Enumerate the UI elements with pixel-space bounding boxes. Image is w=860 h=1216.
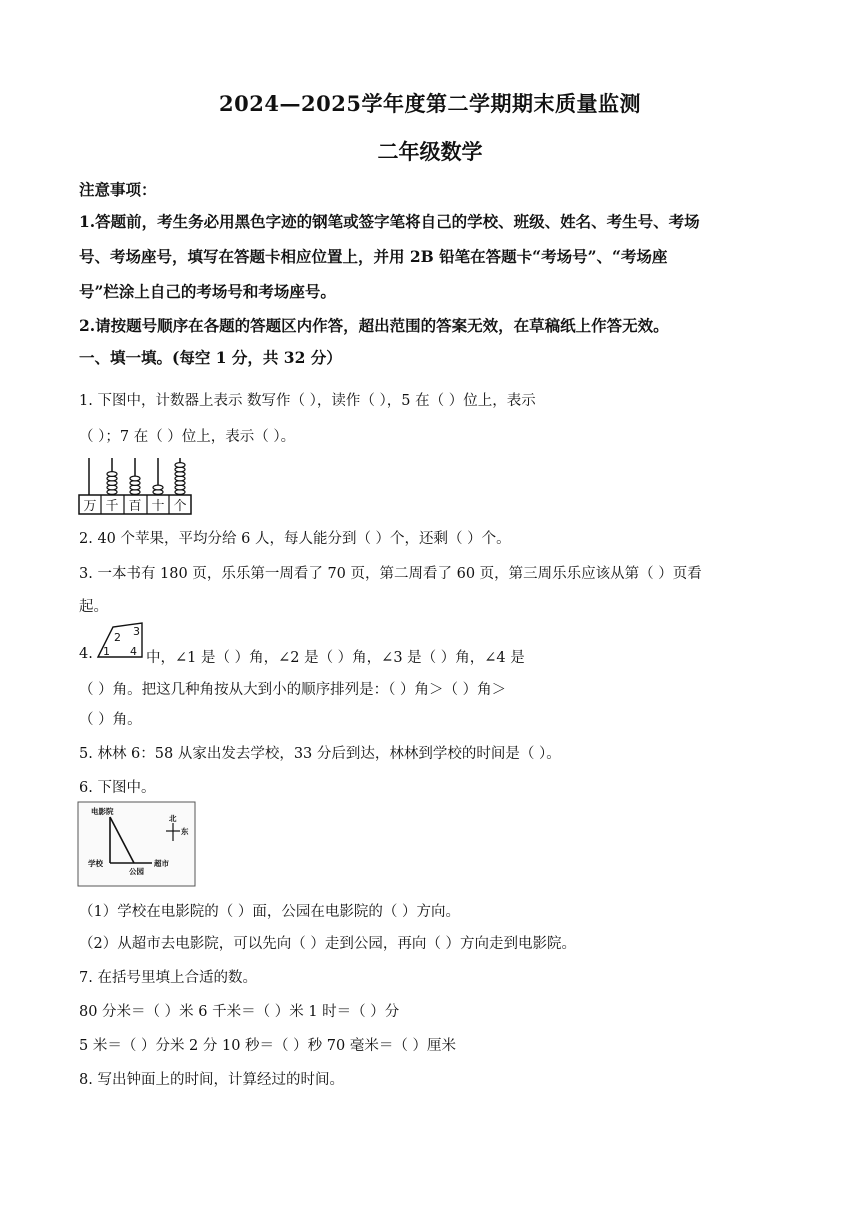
notice-item1-line1: 1.答题前，考生务必用黑色字迹的钢笔或签字笔将自己的学校、班级、姓名、考生号、考场 bbox=[79, 212, 700, 231]
question1-line1: 1. 下图中，计数器上表示 数写作（ ），读作（ ），5 在（ ）位上，表示 bbox=[79, 393, 536, 409]
question6-sub1: （1）学校在电影院的（ ）面，公园在电影院的（ ）方向。 bbox=[79, 904, 460, 920]
map-label-market: 超市 bbox=[154, 859, 169, 868]
angle-label-2: 2 bbox=[114, 631, 121, 644]
question4-line2: （ ）角。把这几种角按从大到小的顺序排列是：（ ）角＞（ ）角＞ bbox=[79, 682, 507, 698]
abacus-label-bai: 百 bbox=[128, 499, 142, 514]
question6-sub2: （2）从超市去电影院，可以先向（ ）走到公园，再向（ ）方向走到电影院。 bbox=[79, 936, 576, 952]
question8: 8. 写出钟面上的时间，计算经过的时间。 bbox=[79, 1072, 344, 1088]
question4-line1: 中，∠1 是（ ）角，∠2 是（ ）角，∠3 是（ ）角，∠4 是 bbox=[146, 650, 525, 666]
question4-line3: （ ）角。 bbox=[79, 712, 142, 728]
question7-line3: 5 米＝（ ）分米 2 分 10 秒＝（ ）秒 70 毫米＝（ ）厘米 bbox=[79, 1038, 456, 1054]
compass-label-north: 北 bbox=[169, 814, 177, 823]
compass-label-east: 东 bbox=[181, 827, 189, 836]
angle-label-3: 3 bbox=[133, 625, 140, 638]
question7-line2: 80 分米＝（ ）米 6 千米＝（ ）米 1 时＝（ ）分 bbox=[79, 1004, 400, 1020]
question6-line1: 6. 下图中。 bbox=[79, 780, 156, 796]
angle-label-4: 4 bbox=[130, 645, 137, 658]
angle-quadrilateral-figure bbox=[96, 622, 146, 660]
notice-item1-line2: 号、考场座号，填写在答题卡相应位置上，并用 2B 铅笔在答题卡“考场号”、“考场座 bbox=[79, 247, 668, 266]
angle-label-1: 1 bbox=[103, 645, 110, 658]
question3-line2: 起。 bbox=[79, 599, 108, 615]
abacus-label-wan: 万 bbox=[83, 499, 97, 514]
question3-line1: 3. 一本书有 180 页，乐乐第一周看了 70 页，第二周看了 60 页，第三周乐乐应该从第（ ）页看 bbox=[79, 566, 702, 582]
question5: 5. 林林 6：58 从家出发去学校，33 分后到达，林林到学校的时间是（ ）。 bbox=[79, 746, 561, 762]
question4-number: 4. bbox=[79, 646, 93, 662]
notice-item1-line3: 号”栏涂上自己的考场号和考场座号。 bbox=[79, 282, 336, 301]
direction-map-figure bbox=[77, 801, 197, 887]
question2: 2. 40 个苹果，平均分给 6 人，每人能分到（ ）个，还剩（ ）个。 bbox=[79, 531, 511, 547]
notice-item2: 2.请按题号顺序在各题的答题区内作答，超出范围的答案无效，在草稿纸上作答无效。 bbox=[79, 316, 669, 335]
map-label-cinema: 电影院 bbox=[91, 807, 114, 816]
abacus-label-shi: 十 bbox=[151, 499, 165, 514]
abacus-label-ge: 个 bbox=[173, 499, 187, 514]
notice-heading: 注意事项： bbox=[79, 180, 157, 199]
exam-subtitle: 二年级数学 bbox=[377, 139, 483, 164]
section1-heading: 一、填一填。(每空 1 分，共 32 分） bbox=[79, 348, 342, 367]
exam-title: 2024—2025学年度第二学期期末质量监测 bbox=[219, 91, 641, 116]
map-label-park: 公园 bbox=[129, 867, 144, 876]
map-label-school: 学校 bbox=[88, 859, 103, 868]
question7-line1: 7. 在括号里填上合适的数。 bbox=[79, 970, 257, 986]
abacus-label-qian: 千 bbox=[105, 499, 119, 514]
abacus-figure bbox=[78, 456, 194, 516]
question1-line2: （ ）；7 在（ ）位上，表示（ ）。 bbox=[79, 429, 296, 445]
